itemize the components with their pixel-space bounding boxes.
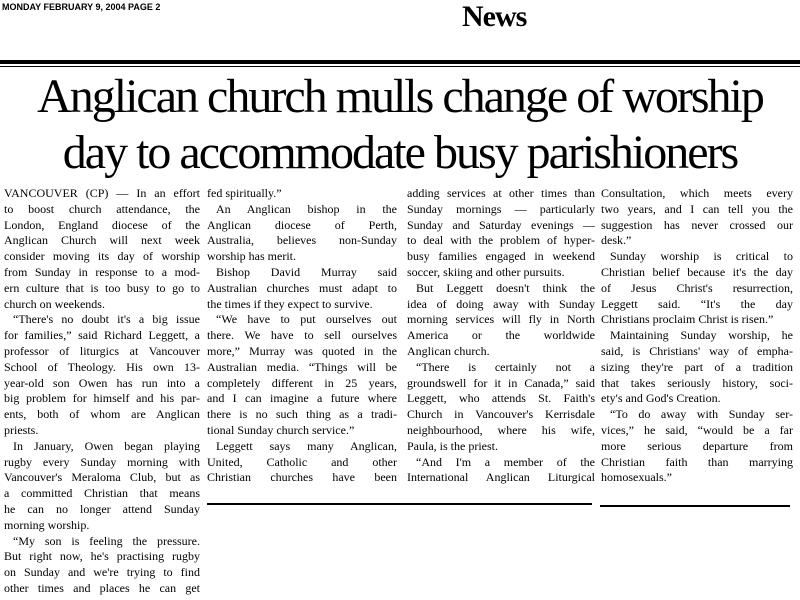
dateline: MONDAY FEBRUARY 9, 2004 PAGE 2: [2, 2, 161, 12]
article-text-line: on Sunday and we're trying to find: [4, 565, 200, 580]
article-text-line: to deal with the problem of hyper-: [407, 233, 595, 248]
article-text-line: Church in Vancouver's Kerrisdale: [407, 407, 595, 422]
article-text-line: Leggett says many Anglican,: [216, 438, 397, 453]
article-text-line: Paula, is the priest.: [407, 438, 498, 453]
headline-text-2: day to accommodate busy parishioners: [62, 126, 738, 179]
article-text-line: more,” Murray was quoted in the: [207, 343, 397, 358]
article-text-line: Vancouver's Meraloma Club, but as: [4, 470, 200, 485]
article-text-line: Australian media. “Things will be: [207, 359, 397, 374]
article-text-line: church on weekends.: [4, 296, 105, 311]
article-text-line: Bishop David Murray said: [216, 264, 397, 279]
article-end-rule: [600, 505, 790, 507]
article-column-1: [4, 186, 200, 597]
article-text-line: idea of doing away with Sunday: [407, 296, 595, 311]
article-text-line: In January, Owen began playing: [13, 438, 200, 453]
article-text-line: homosexuals.”: [601, 470, 672, 485]
article-text-line: said, is Christians' way of empha-: [601, 343, 793, 358]
article-text-line: Sunday and Saturday evenings —: [407, 217, 595, 232]
article-text-line: vices,” he said, “would be a far: [601, 422, 793, 437]
article-text-line: “There is certainly not a: [416, 359, 595, 374]
article-text-line: for families,” said Richard Leggett, a: [4, 328, 200, 343]
article-text-line: big problem for himself and his par-: [4, 391, 200, 406]
article-text-line: worship has merit.: [207, 249, 296, 264]
article-text-line: School of Theology. His own 13-: [4, 359, 200, 374]
article-text-line: But Leggett doesn't think the: [416, 280, 595, 295]
article-text-line: International Anglican Liturgical: [407, 470, 595, 485]
article-text-line: busy families engaged in weekend: [407, 249, 595, 264]
headline-line-1: [0, 70, 800, 124]
article-text-line: tional Sunday church service.”: [207, 422, 355, 437]
article-text-line: ern culture that is too busy to go to: [4, 280, 200, 295]
article-text-line: consider moving its day of worship: [4, 249, 200, 264]
article-text-line: ents, both of whom are Anglican: [4, 407, 200, 422]
article-text-line: two years, and I can tell you the: [601, 201, 793, 216]
article-text-line: desk.”: [601, 233, 632, 248]
article-text-line: suggestion has never crossed our: [601, 217, 793, 232]
article-text-line: more serious departure from: [601, 438, 793, 453]
article-text-line: But right now, he's practising rugby: [4, 549, 200, 564]
headline-line-2: [0, 126, 800, 180]
article-text-line: United, Catholic and other: [207, 454, 397, 469]
article-text-line: morning worship.: [4, 517, 90, 532]
article-text-line: soccer, skiing and other pursuits.: [407, 264, 565, 279]
article-text-line: a committed Christian that means: [4, 486, 200, 501]
article-text-line: year-old son Owen has run into a: [4, 375, 200, 390]
article-text-line: An Anglican bishop in the: [216, 201, 397, 216]
article-text-line: Australian churches must adapt to: [207, 280, 397, 295]
section-title: News: [462, 0, 527, 33]
article-text-line: from Sunday in response to a mod-: [4, 264, 200, 279]
article-text-line: America or the worldwide: [407, 328, 595, 343]
article-text-line: Christians proclaim Christ is risen.”: [601, 312, 774, 327]
article-text-line: “My son is feeling the pressure.: [13, 533, 200, 548]
article-text-line: Australia, believes non-Sunday: [207, 233, 397, 248]
article-text-line: “There's no doubt it's a big issue: [13, 312, 200, 327]
header-rule-thin: [0, 66, 800, 67]
headline-text-1: Anglican church mulls change of worship: [37, 70, 763, 123]
article-text-line: he can no longer attend Sunday: [4, 501, 200, 516]
column-end-rule: [207, 503, 592, 505]
article-text-line: neighbourhood, where his wife,: [407, 422, 595, 437]
article-column-2: [207, 186, 397, 486]
article-text-line: “And I'm a member of the: [416, 454, 595, 469]
article-text-line: professor of liturgics at Vancouver: [4, 343, 200, 358]
article-text-line: Consultation, which meets every: [601, 186, 793, 200]
article-text-line: to boost church attendance, the: [4, 201, 200, 216]
article-text-line: and I can imagine a future where: [207, 391, 397, 406]
article-text-line: VANCOUVER (CP) — In an effort: [4, 186, 200, 200]
article-column-3: [407, 186, 595, 486]
article-text-line: Sunday mornings — particularly: [407, 201, 595, 216]
article-text-line: priests.: [4, 422, 39, 437]
article-text-line: “We have to put ourselves out: [216, 312, 397, 327]
article-text-line: Anglican Church will next week: [4, 233, 200, 248]
header-rule: [0, 60, 800, 64]
article-text-line: fed spiritually.”: [207, 186, 282, 200]
article-text-line: Sunday worship is critical to: [610, 249, 793, 264]
article-text-line: adding services at other times than: [407, 186, 595, 200]
article-text-line: sizing they're part of a tradition: [601, 359, 793, 374]
article-text-line: Anglican diocese of Perth,: [207, 217, 397, 232]
article-text-line: Leggett said. “It's the day: [601, 296, 793, 311]
article-text-line: “To do away with Sunday ser-: [610, 407, 793, 422]
article-text-line: that takes seriously history, soci-: [601, 375, 793, 390]
article-text-line: London, England diocese of the: [4, 217, 200, 232]
article-text-line: there. We have to sell ourselves: [207, 328, 397, 343]
article-text-line: Anglican church.: [407, 343, 490, 358]
article-text-line: Maintaining Sunday worship, he: [610, 328, 793, 343]
article-text-line: Leggett, who attends St. Faith's: [407, 391, 595, 406]
article-text-line: completely different in 25 years,: [207, 375, 397, 390]
article-text-line: Christian faith than marrying: [601, 454, 793, 469]
article-text-line: of Jesus Christ's resurrection,: [601, 280, 793, 295]
article-text-line: morning services will fly in North: [407, 312, 595, 327]
article-text-line: Christian belief because it's the day: [601, 264, 793, 279]
article-text-line: ety's and God's Creation.: [601, 391, 721, 406]
article-text-line: Christian churches have been: [207, 470, 397, 485]
article-text-line: groundswell for it in Canada,” said: [407, 375, 595, 390]
article-text-line: the times if they expect to survive.: [207, 296, 373, 311]
article-text-line: there is no such thing as a tradi-: [207, 407, 397, 422]
article-text-line: rugby every Sunday morning with: [4, 454, 200, 469]
article-text-line: other times and places he can get: [4, 580, 200, 595]
article-column-4: [601, 186, 793, 486]
